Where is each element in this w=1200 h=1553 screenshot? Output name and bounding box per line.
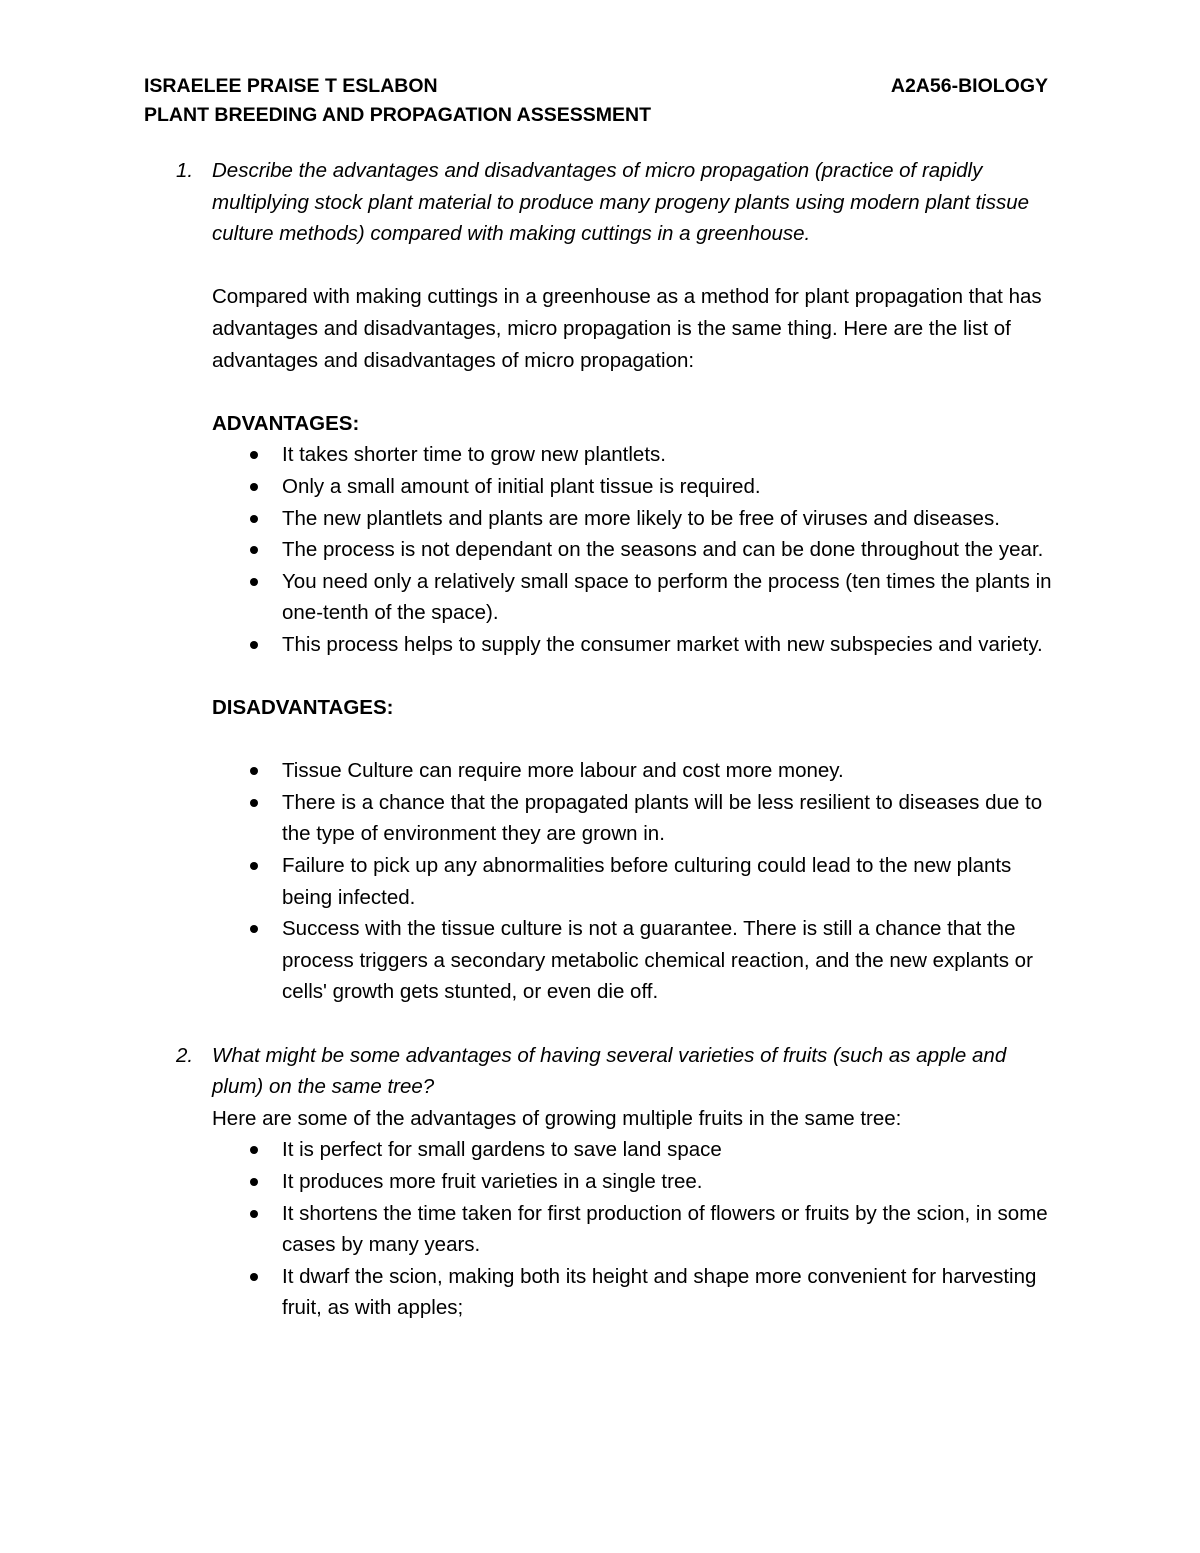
advantages-heading: ADVANTAGES:	[212, 411, 360, 435]
list-item-text: It takes shorter time to grow new plantlets.	[282, 443, 666, 467]
list-item	[282, 1134, 1056, 1166]
list-item-text: Success with the tissue culture is not a guarantee. There is still a chance that the process triggers a secondary metabolic chemical reaction, and the new explants or cells' growth gets stunted, or even die off.	[282, 917, 1033, 1004]
list-item	[282, 787, 1056, 850]
question-1-answer: Compared with making cuttings in a greenhouse as a method for plant propagation that has advantages and disadvantages, micro propagation is the same thing. Here are the list of advantages and disadvantages of micro propagation:	[212, 285, 1042, 372]
list-item-text: It dwarf the scion, making both its height and shape more convenient for harvesting fruit, as with apples;	[282, 1264, 1037, 1320]
assessment-title: PLANT BREEDING AND PROPAGATION ASSESSMENT	[144, 104, 652, 126]
bullet-icon	[250, 546, 258, 554]
list-item	[282, 1261, 1056, 1324]
list-item	[282, 534, 1056, 566]
list-item	[282, 566, 1056, 629]
list-item	[282, 503, 1056, 535]
list-item-text: There is a chance that the propagated plants will be less resilient to diseases due to the type of environment they are grown in.	[282, 790, 1043, 846]
list-item	[282, 439, 1056, 471]
list-item-text: This process helps to supply the consumer market with new subspecies and variety.	[282, 632, 1043, 656]
list-item	[282, 1198, 1056, 1261]
bullet-icon	[250, 799, 258, 807]
list-item	[282, 913, 1056, 1008]
disadvantages-list	[144, 755, 1056, 1008]
question-1	[144, 155, 1056, 250]
bullet-icon	[250, 483, 258, 491]
list-item-text: It produces more fruit varieties in a single tree.	[282, 1170, 703, 1193]
bullet-icon	[250, 641, 258, 649]
bullet-icon	[250, 862, 258, 870]
question-2-number: 2.	[176, 1043, 194, 1067]
bullet-icon	[250, 925, 258, 933]
disadvantages-heading: DISADVANTAGES:	[212, 696, 394, 720]
document-body	[144, 155, 1056, 1324]
question-2-answer: Here are some of the advantages of growing multiple fruits in the same tree:	[212, 1106, 902, 1130]
list-item-text: It shortens the time taken for first production of flowers or fruits by the scion, in some cases by many years.	[282, 1201, 1048, 1257]
list-item-text: The new plantlets and plants are more likely to be free of viruses and diseases.	[282, 506, 1000, 530]
document-header	[144, 72, 1048, 130]
list-item-text: The process is not dependant on the seasons and can be done throughout the year.	[282, 538, 1044, 562]
list-item-text: You need only a relatively small space to perform the process (ten times the plants in one-tenth of the space).	[282, 569, 1052, 625]
list-item-text: Tissue Culture can require more labour and cost more money.	[282, 759, 844, 783]
list-item	[282, 471, 1056, 503]
list-item-text: Only a small amount of initial plant tissue is required.	[282, 474, 761, 498]
list-item	[282, 850, 1056, 913]
question-2	[144, 1040, 1056, 1103]
advantages-list	[144, 439, 1056, 660]
question-2-text: What might be some advantages of having several varieties of fruits (such as apple and plum) on the same tree?	[212, 1043, 1007, 1099]
list-item-text: Failure to pick up any abnormalities before culturing could lead to the new plants being infected.	[282, 854, 1012, 909]
header-row	[144, 72, 1048, 101]
bullet-icon	[250, 767, 258, 775]
list-item	[282, 1166, 1056, 1198]
bullet-icon	[250, 1178, 258, 1186]
question-1-number: 1.	[176, 159, 194, 182]
bullet-icon	[250, 1273, 258, 1281]
bullet-icon	[250, 1210, 258, 1218]
list-item	[282, 629, 1056, 661]
author-name: ISRAELEE PRAISE T ESLABON	[144, 75, 438, 97]
spacer	[144, 724, 1056, 756]
bullet-icon	[250, 451, 258, 459]
list-item	[282, 755, 1056, 787]
bullet-icon	[250, 515, 258, 523]
multiple-fruits-advantages-list	[144, 1134, 1056, 1324]
question-1-text: Describe the advantages and disadvantages of micro propagation (practice of rapidly multiplying stock plant material to produce many progeny plants using modern plant tissue culture methods) compared with making cuttings in a greenhouse.	[212, 159, 1030, 246]
course-code: A2A56-BIOLOGY	[890, 75, 1048, 97]
bullet-icon	[250, 1146, 258, 1154]
bullet-icon	[250, 578, 258, 586]
list-item-text: It is perfect for small gardens to save land space	[282, 1138, 722, 1162]
